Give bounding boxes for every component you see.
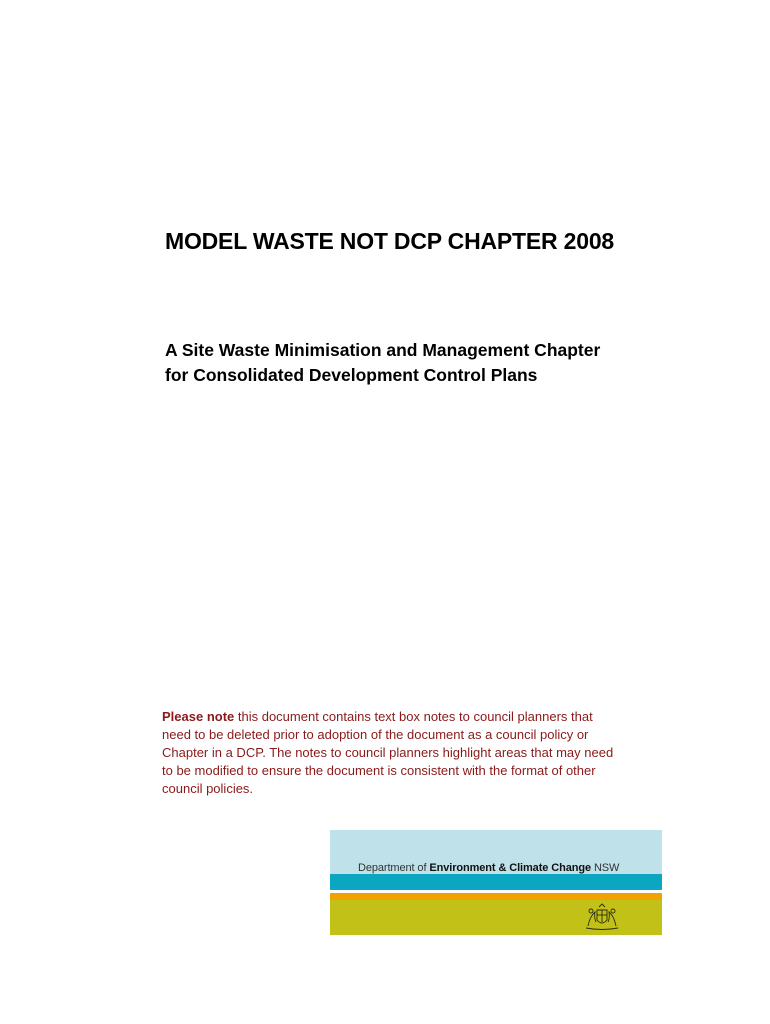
document-subtitle <box>165 338 685 388</box>
department-name <box>358 862 619 874</box>
note-line-3: Chapter in a DCP. The notes to council planners highlight areas that may need <box>162 745 614 760</box>
nsw-coat-of-arms-icon <box>582 902 622 932</box>
subtitle-line-1: A Site Waste Minimisation and Management Chapter <box>165 340 601 360</box>
department-suffix: NSW <box>590 862 620 874</box>
logo-band-orange <box>330 893 662 900</box>
subtitle-line-2: for Consolidated Development Control Plans <box>165 365 538 385</box>
note-line-1-text: this document contains text box notes to council planners that <box>234 709 593 724</box>
note-lead: Please note <box>162 709 235 724</box>
note-line-1 <box>162 708 702 726</box>
note-line-4: to be modified to ensure the document is consistent with the format of other <box>162 763 596 778</box>
document-title: MODEL WASTE NOT DCP CHAPTER 2008 <box>165 228 614 254</box>
note-line-2: need to be deleted prior to adoption of the document as a council policy or <box>162 727 589 742</box>
department-prefix: Department of <box>358 862 430 874</box>
please-note-paragraph <box>162 708 702 798</box>
dec-nsw-logo <box>330 830 662 935</box>
department-name-bold: Environment & Climate Change <box>429 862 591 874</box>
logo-band-teal <box>330 874 662 890</box>
note-line-5: council policies. <box>162 781 254 796</box>
